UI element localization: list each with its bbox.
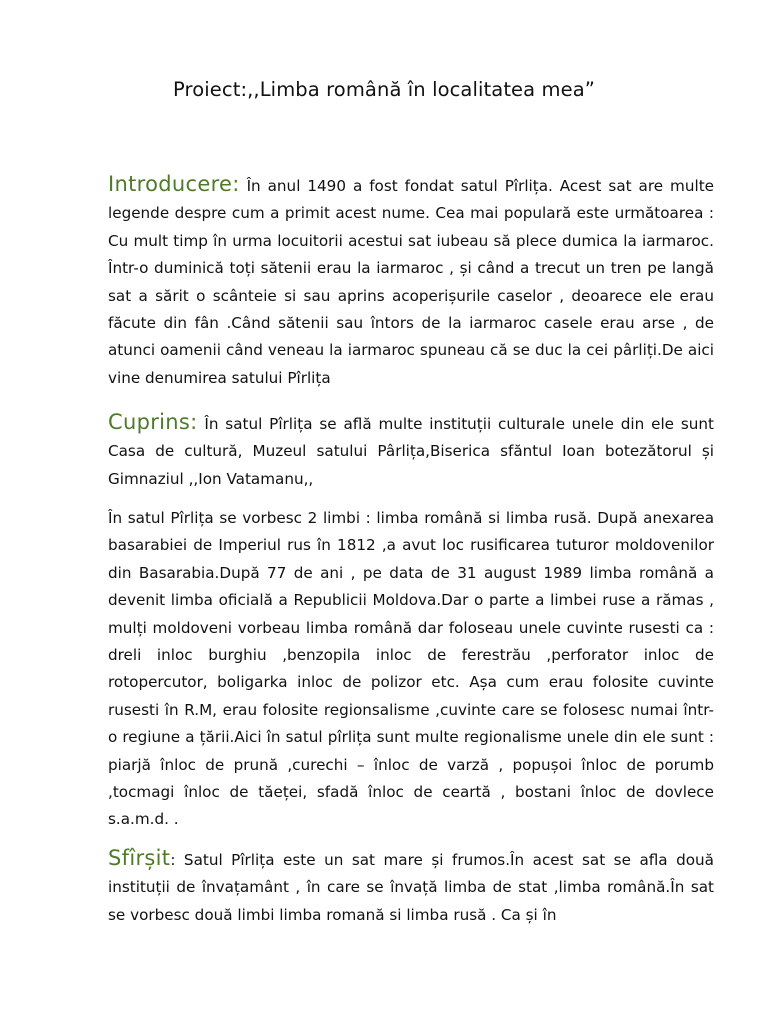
sfarsit-heading: Sfîrșit <box>108 846 171 870</box>
introducere-heading: Introducere: <box>108 172 240 196</box>
cuprins-heading: Cuprins: <box>108 410 198 434</box>
languages-paragraph: În satul Pîrlița se vorbesc 2 limbi : limba română si limba rusă. După anexarea basarabiei de Imperiul rus în 1812 ,a avut loc rusificarea tuturor moldovenilor din Basarabia.După 77 de ani , pe data de 31 august 1989 limba română a devenit limba oficială a Republicii Moldova.Dar o parte a limbei ruse a rămas , mulți moldoveni vorbeau limba română dar foloseau unele cuvinte rusesti ca : dreli inloc burghiu ,benzopila inloc de ferestrău ,perforator inloc de rotopercutor, boligarka inloc de polizor etc. Așa cum erau folosite cuvinte rusesti în R.M, erau folosite regionsalisme ,cuvinte care se folosesc numai într-o regiune a țării.Aici în satul pîrlița sunt multe regionalisme unele din ele sunt : piarjă înloc de prună ,curechi – înloc de varză , popușoi înloc de porumb ,tocmagi înloc de tăeței, sfadă înloc de ceartă , bostani înloc de dovlece s.a.m.d. . <box>108 509 714 829</box>
cuprins-text: În satul Pîrlița se află multe instituții culturale unele din ele sunt Casa de cultură, Muzeul satului Pârlița,Biserica sfăntul Ioan botezătorul și Gimnaziul ,,Ion Vatamanu,, <box>108 415 714 488</box>
sfarsit-text: : Satul Pîrlița este un sat mare și frumos.În acest sat se afla două instituții de învațamânt , în care se învață limba de stat ,limba română.În sat se vorbesc două limbi limba romană si limba rusă . Ca și în <box>108 851 714 924</box>
introducere-text: În anul 1490 a fost fondat satul Pîrlița. Acest sat are multe legende despre cum a primit acest nume. Cea mai populară este următoarea : Cu mult timp în urma locuitorii acestui sat iubeau să plece dumica la iarmaroc. Într-o duminică toți sătenii erau la iarmaroc , și când a trecut un tren pe langă sat a sărit o scânteie si sau aprins acoperișurile caselor , deoarece ele erau făcute din fân .Când sătenii sau întors de la iarmaroc casele erau arse , de atunci oamenii când veneau la iarmaroc spuneau că se duc la cei pârliți.De aici vine denumirea satului Pîrlița <box>108 177 714 387</box>
sfarsit-section <box>108 845 714 929</box>
introducere-section <box>108 171 714 392</box>
cuprins-section <box>108 409 714 493</box>
document-title: Proiect:,,Limba română în localitatea mea” <box>173 78 595 101</box>
